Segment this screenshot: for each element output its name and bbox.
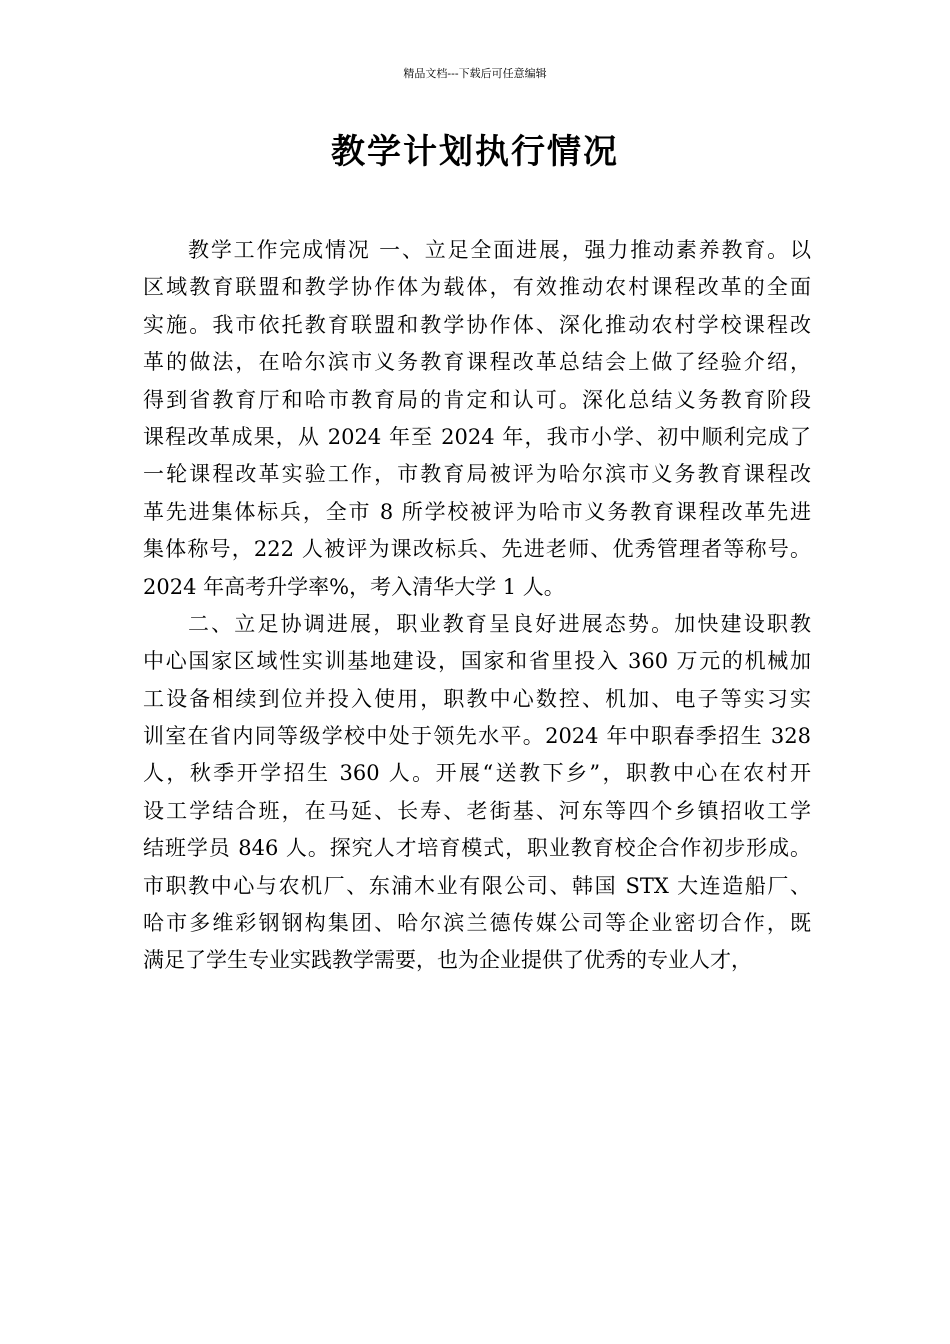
text-line: 中心国家区域性实训基地建设，国家和省里投入 360 万元的机械加 xyxy=(143,649,811,674)
text-line: 人，秋季开学招生 360 人。开展“送教下乡”，职教中心在农村开 xyxy=(143,761,811,786)
text-line: 革的做法，在哈尔滨市义务教育课程改革总结会上做了经验介绍， xyxy=(143,350,811,375)
text-line: 训室在省内同等级学校中处于领先水平。2024 年中职春季招生 328 xyxy=(143,724,811,749)
text-line: 设工学结合班，在马延、长寿、老街基、河东等四个乡镇招收工学 xyxy=(143,798,811,823)
text-line: 教学工作完成情况 一、立足全面进展，强力推动素养教育。以 xyxy=(188,238,811,262)
text-line: 二、立足协调进展，职业教育呈良好进展态势。加快建设职教 xyxy=(188,611,811,636)
text-line: 课程改革成果，从 2024 年至 2024 年，我市小学、初中顺利完成了 xyxy=(143,424,811,449)
text-line: 2024 年高考升学率%，考入清华大学 1 人。 xyxy=(143,574,565,599)
paragraph-1 xyxy=(143,232,811,606)
header-note: 精品文档---下载后可任意编辑 xyxy=(403,67,547,80)
paragraph-2 xyxy=(143,606,811,980)
document-body xyxy=(143,232,811,980)
text-line: 工设备相续到位并投入使用，职教中心数控、机加、电子等实习实 xyxy=(143,686,811,711)
text-line: 革先进集体标兵，全市 8 所学校被评为哈市义务教育课程改革先进 xyxy=(143,499,811,524)
text-line: 市职教中心与农机厂、东浦木业有限公司、韩国 STX 大连造船厂、 xyxy=(143,873,811,898)
text-line: 一轮课程改革实验工作，市教育局被评为哈尔滨市义务教育课程改 xyxy=(143,462,811,487)
text-line: 实施。我市依托教育联盟和教学协作体、深化推动农村学校课程改 xyxy=(143,312,811,337)
text-line: 区域教育联盟和教学协作体为载体，有效推动农村课程改革的全面 xyxy=(143,275,811,300)
document-title: 教学计划执行情况 xyxy=(331,132,619,172)
text-line: 结班学员 846 人。探究人才培育模式，职业教育校企合作初步形成。 xyxy=(143,836,811,861)
text-line: 得到省教育厅和哈市教育局的肯定和认可。深化总结义务教育阶段 xyxy=(143,387,811,412)
text-line: 哈市多维彩钢钢构集团、哈尔滨兰德传媒公司等企业密切合作，既 xyxy=(143,911,811,936)
text-line: 满足了学生专业实践教学需要，也为企业提供了优秀的专业人才， xyxy=(143,948,752,973)
text-line: 集体称号，222 人被评为课改标兵、先进老师、优秀管理者等称号。 xyxy=(143,537,811,562)
